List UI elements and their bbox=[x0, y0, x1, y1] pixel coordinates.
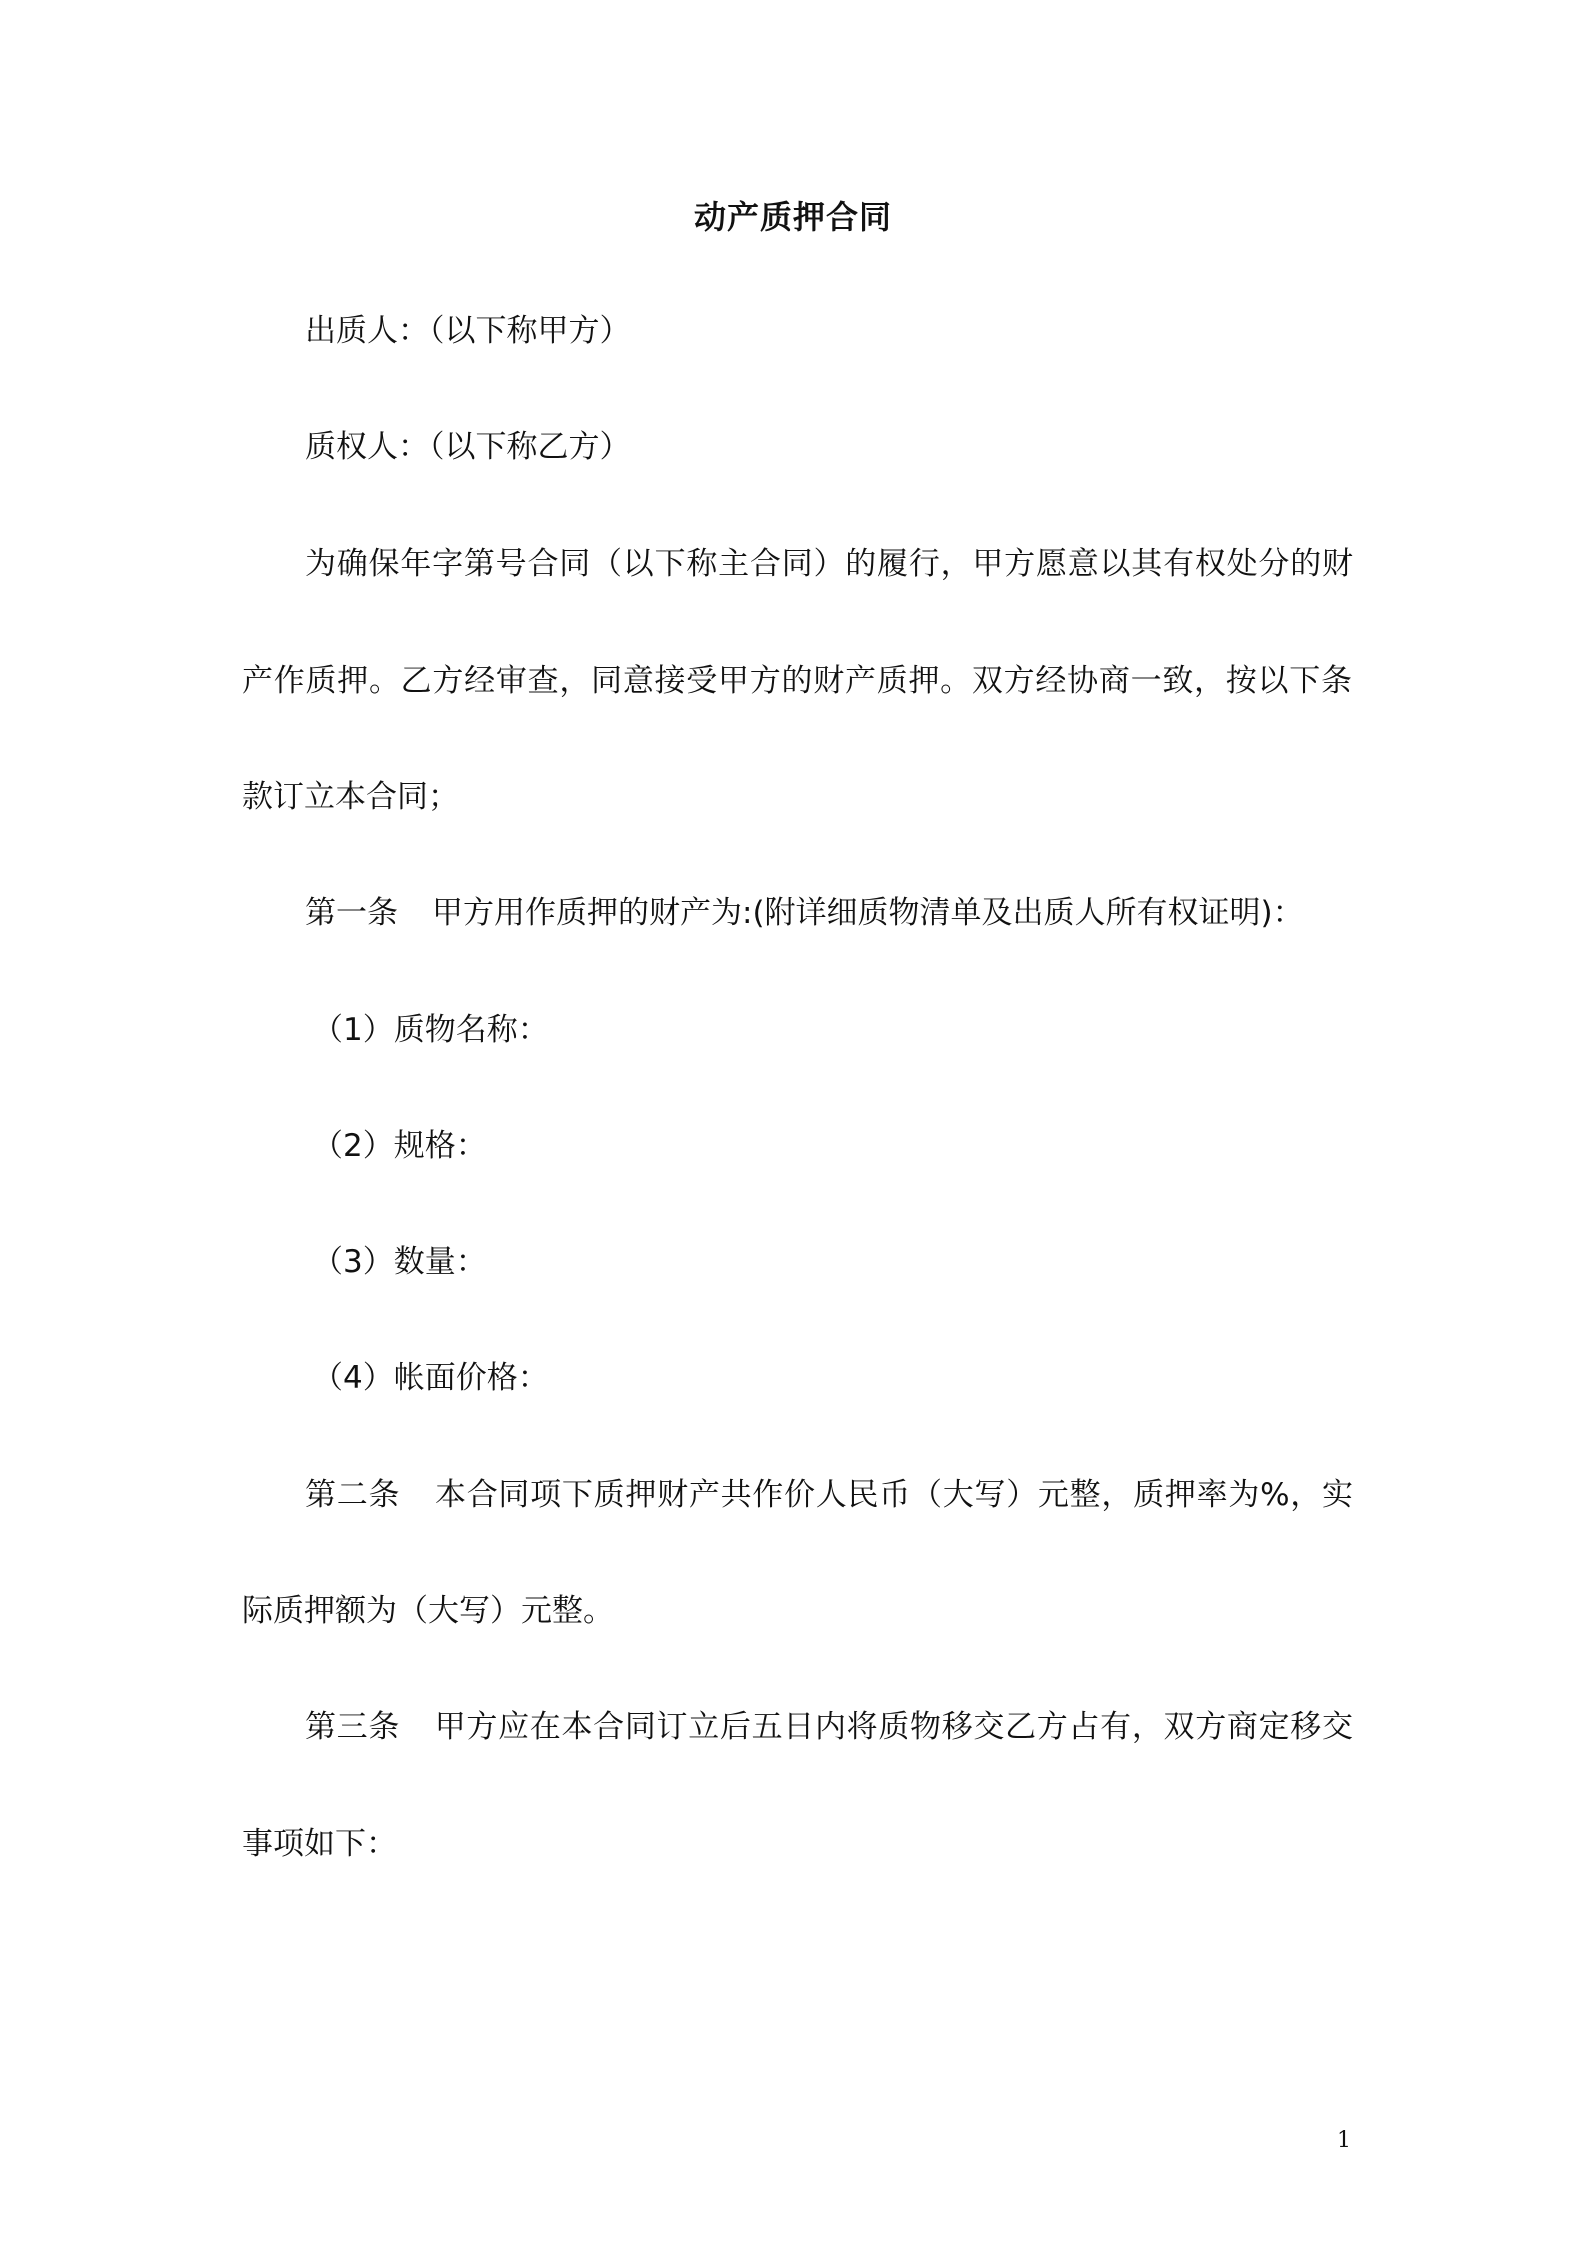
article-2-text: 本合同项下质押财产共作价人民币（大写）元整，质押率为%，实 bbox=[434, 1477, 1354, 1513]
article-3-label: 第三条 bbox=[305, 1709, 401, 1745]
item-2-spec: （2）规格： bbox=[312, 1128, 487, 1164]
article-3-text: 甲方应在本合同订立后五日内将质物移交乙方占有，双方商定移交 bbox=[434, 1709, 1353, 1745]
pledgee-line: 质权人：（以下称乙方） bbox=[305, 429, 631, 465]
article-3-line-2: 事项如下： bbox=[242, 1826, 397, 1862]
article-1-label: 第一条 bbox=[305, 895, 398, 931]
article-2-label: 第二条 bbox=[305, 1477, 401, 1513]
article-2-line-2: 际质押额为（大写）元整。 bbox=[242, 1593, 614, 1629]
pledgor-line: 出质人：（以下称甲方） bbox=[305, 313, 631, 349]
article-1-text: 甲方用作质押的财产为:(附详细质物清单及出质人所有权证明)： bbox=[432, 895, 1304, 931]
article-1 bbox=[305, 893, 1304, 933]
article-3 bbox=[305, 1707, 1353, 1747]
document-title: 动产质押合同 bbox=[693, 198, 892, 236]
item-3-quantity: （3）数量： bbox=[312, 1244, 487, 1280]
page-number: 1 bbox=[1337, 2128, 1351, 2153]
preamble-line-3: 款订立本合同； bbox=[242, 779, 459, 815]
preamble-line-2: 产作质押。乙方经审查，同意接受甲方的财产质押。双方经协商一致，按以下条 bbox=[242, 663, 1352, 699]
article-2 bbox=[305, 1475, 1353, 1515]
preamble-line-1: 为确保年字第号合同（以下称主合同）的履行，甲方愿意以其有权处分的财 bbox=[305, 546, 1353, 582]
item-1-name: （1）质物名称： bbox=[312, 1012, 549, 1048]
item-4-book-value: （4）帐面价格： bbox=[312, 1360, 549, 1396]
